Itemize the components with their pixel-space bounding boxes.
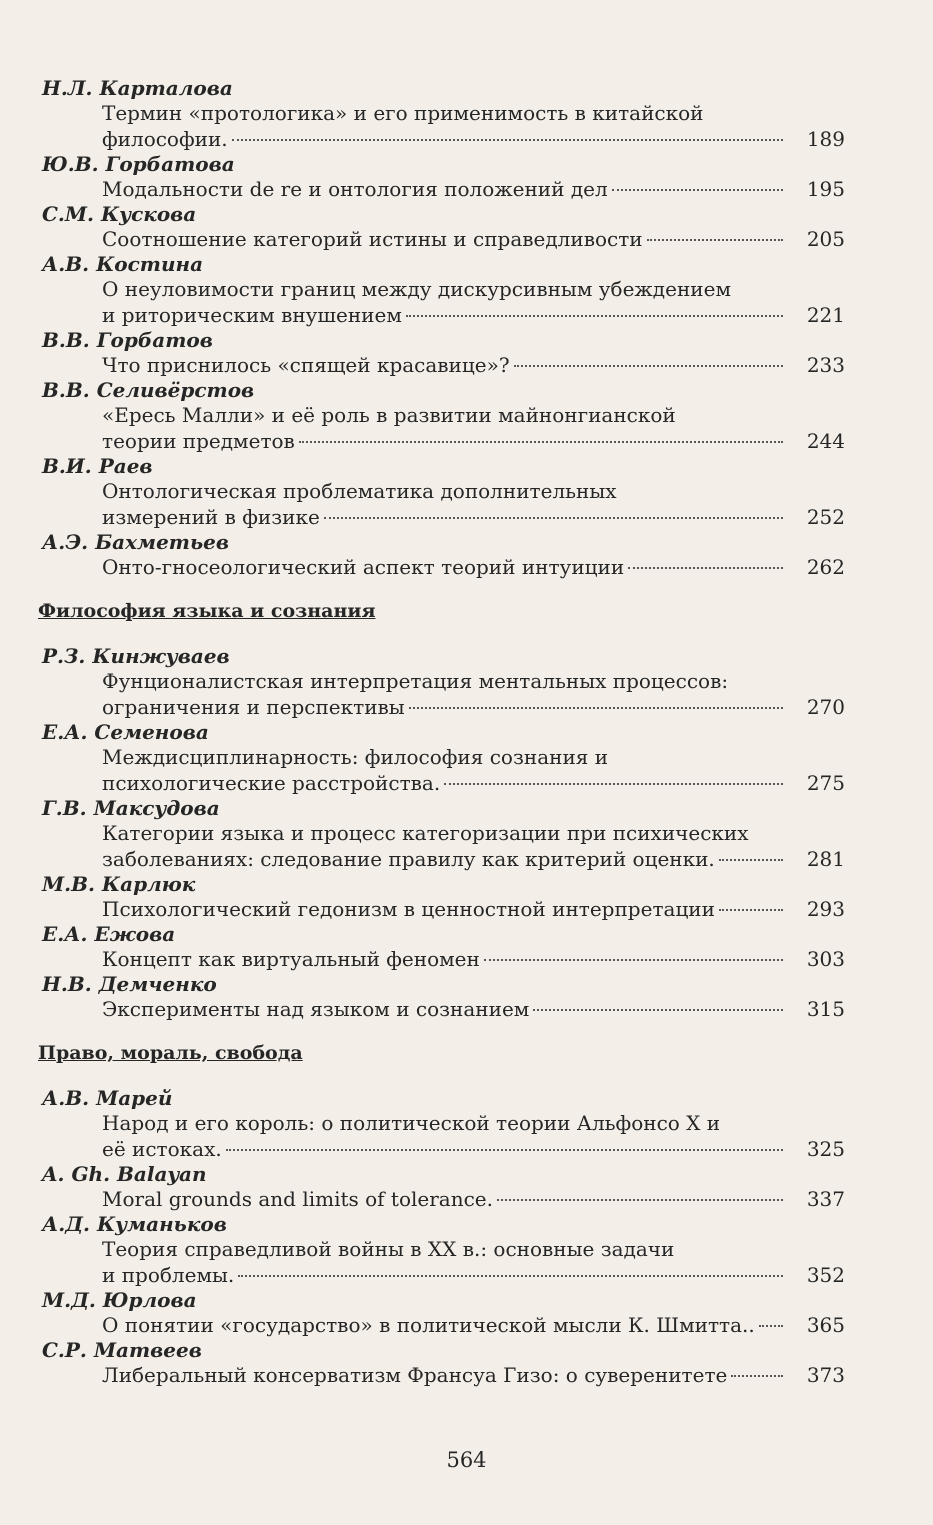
entry-page-number: 252 — [806, 505, 845, 529]
dot-leader — [232, 139, 783, 141]
entry-author: Н.Л. Карталова — [42, 76, 233, 100]
entry-title — [42, 478, 845, 530]
entry-author: А.Д. Куманьков — [42, 1212, 227, 1236]
toc-section — [38, 1040, 845, 1388]
entry-page-number: 315 — [806, 997, 845, 1021]
entry-leader-line — [102, 1136, 845, 1162]
entry-title-last-line: Что приснилось «спящей красавице»? — [102, 353, 510, 377]
entry-title — [42, 896, 845, 922]
entry-title-last-line: и риторическим внушением — [102, 303, 402, 327]
entry-title-line: Категории языка и процесс категоризации при психических — [102, 821, 749, 845]
entry-leader-line — [102, 946, 845, 972]
entry-author: А.В. Марей — [42, 1086, 173, 1110]
entry-title-last-line: Онто-гносеологический аспект теорий интуиции — [102, 555, 625, 579]
entry-page-number: 293 — [806, 897, 845, 921]
entry-title-last-line: Либеральный консерватизм Франсуа Гизо: о суверенитете — [102, 1363, 728, 1387]
dot-leader — [719, 859, 783, 861]
entry-author: Н.В. Демченко — [42, 972, 217, 996]
entry-title — [42, 276, 845, 328]
entry-author: В.И. Раев — [42, 454, 153, 478]
dot-leader — [409, 707, 783, 709]
entry-page-number: 205 — [806, 227, 845, 251]
entry-title-line: О неуловимости границ между дискурсивным убеждением — [102, 277, 732, 301]
entry-page-number: 195 — [806, 177, 845, 201]
entry-author: Р.З. Кинжуваев — [42, 644, 230, 668]
entry-title-last-line: психологические расстройства. — [102, 771, 441, 795]
dot-leader — [647, 239, 783, 241]
toc-sections — [38, 76, 845, 1388]
entry-title-last-line: Психологический гедонизм в ценностной интерпретации — [102, 897, 715, 921]
entry-author: A. Gh. Balayan — [42, 1162, 207, 1186]
entry-leader-line — [102, 554, 845, 580]
toc-section — [42, 76, 845, 580]
entry-author: Ю.В. Горбатова — [42, 152, 235, 176]
entry-title — [42, 820, 845, 872]
entry-leader-line — [102, 846, 845, 872]
entry-leader-line — [102, 428, 845, 454]
section-heading: Право, мораль, свобода — [38, 1042, 303, 1064]
entry-title — [42, 100, 845, 152]
entry-leader-line — [102, 126, 845, 152]
entry-leader-line — [102, 1362, 845, 1388]
entry-page-number: 275 — [806, 771, 845, 795]
dot-leader — [299, 441, 783, 443]
entry-author: В.В. Селивёрстов — [42, 378, 255, 402]
section-heading: Философия языка и сознания — [38, 600, 376, 622]
dot-leader — [497, 1199, 783, 1201]
entry-leader-line — [102, 896, 845, 922]
dot-leader — [238, 1275, 783, 1277]
entry-leader-line — [102, 770, 845, 796]
page-number: 564 — [446, 1448, 487, 1472]
entry-page-number: 373 — [806, 1363, 845, 1387]
entry-author: В.В. Горбатов — [42, 328, 213, 352]
entry-title-last-line: Moral grounds and limits of tolerance. — [102, 1187, 493, 1211]
entry-page-number: 262 — [806, 555, 845, 579]
toc-entry[interactable] — [42, 972, 845, 1022]
entry-author: А.Э. Бахметьев — [42, 530, 230, 554]
entry-leader-line — [102, 226, 845, 252]
entry-leader-line — [102, 504, 845, 530]
dot-leader — [514, 365, 783, 367]
entry-leader-line — [102, 1312, 845, 1338]
toc-entry[interactable] — [42, 1338, 845, 1388]
entry-title-line: Онтологическая проблематика дополнительных — [102, 479, 617, 503]
entry-leader-line — [102, 996, 845, 1022]
dot-leader — [612, 189, 783, 191]
entry-page-number: 281 — [806, 847, 845, 871]
entry-title-line: «Ересь Малли» и её роль в развитии майнонгианской — [102, 403, 676, 427]
entry-page-number: 244 — [806, 429, 845, 453]
entry-author: С.Р. Матвеев — [42, 1338, 202, 1362]
entry-title-last-line: Соотношение категорий истины и справедливости — [102, 227, 643, 251]
entry-page-number: 270 — [806, 695, 845, 719]
entry-author: Г.В. Максудова — [42, 796, 220, 820]
entry-page-number: 303 — [806, 947, 845, 971]
entry-title-last-line: теории предметов — [102, 429, 295, 453]
entry-title-last-line: ограничения и перспективы — [102, 695, 405, 719]
dot-leader — [759, 1325, 783, 1327]
dot-leader — [324, 517, 783, 519]
toc-entry[interactable] — [42, 378, 845, 454]
toc-entry[interactable] — [42, 328, 845, 378]
entry-page-number: 233 — [806, 353, 845, 377]
entry-leader-line — [102, 1262, 845, 1288]
entry-leader-line — [102, 1186, 845, 1212]
entry-title-last-line: и проблемы. — [102, 1263, 235, 1287]
entry-title — [42, 1110, 845, 1162]
entry-author: А.В. Костина — [42, 252, 204, 276]
dot-leader — [533, 1009, 783, 1011]
entry-title-line: Народ и его король: о политической теории Альфонсо X и — [102, 1111, 721, 1135]
dot-leader — [719, 909, 783, 911]
entry-title-last-line: Концепт как виртуальный феномен — [102, 947, 480, 971]
entry-page-number: 337 — [806, 1187, 845, 1211]
entry-author: Е.А. Семенова — [42, 720, 209, 744]
entry-page-number: 189 — [806, 127, 845, 151]
toc-entry[interactable] — [42, 152, 845, 202]
entry-page-number: 221 — [806, 303, 845, 327]
entry-title — [42, 554, 845, 580]
entry-leader-line — [102, 176, 845, 202]
entry-title-last-line: Модальности de re и онтология положений дел — [102, 177, 608, 201]
toc-entry[interactable] — [42, 1086, 845, 1162]
entry-title — [42, 1362, 845, 1388]
dot-leader — [406, 315, 783, 317]
entry-author: М.В. Карлюк — [42, 872, 196, 896]
entry-title-last-line: её истоках. — [102, 1137, 222, 1161]
dot-leader — [444, 783, 783, 785]
entry-leader-line — [102, 352, 845, 378]
entry-page-number: 352 — [806, 1263, 845, 1287]
entry-title — [42, 744, 845, 796]
entry-page-number: 325 — [806, 1137, 845, 1161]
toc-entry[interactable] — [42, 1288, 845, 1338]
entry-title — [42, 1186, 845, 1212]
dot-leader — [731, 1375, 783, 1377]
entry-title-line: Фунционалистская интерпретация ментальных процессов: — [102, 669, 729, 693]
dot-leader — [226, 1149, 783, 1151]
entry-title-last-line: измерений в физике — [102, 505, 320, 529]
entry-title-last-line: философии. — [102, 127, 228, 151]
toc-entry[interactable] — [42, 922, 845, 972]
toc-entry[interactable] — [42, 454, 845, 530]
entry-author: Е.А. Ежова — [42, 922, 176, 946]
entry-title-last-line: Эксперименты над языком и сознанием — [102, 997, 530, 1021]
entry-title — [42, 352, 845, 378]
entry-title — [42, 668, 845, 720]
toc-entry[interactable] — [42, 720, 845, 796]
dot-leader — [484, 959, 783, 961]
toc-entry[interactable] — [42, 202, 845, 252]
entry-title — [42, 226, 845, 252]
entry-title — [42, 402, 845, 454]
toc-entry[interactable] — [42, 1162, 845, 1212]
entry-author: М.Д. Юрлова — [42, 1288, 197, 1312]
entry-leader-line — [102, 694, 845, 720]
toc-entry[interactable] — [42, 530, 845, 580]
entry-title — [42, 176, 845, 202]
toc-entry[interactable] — [42, 644, 845, 720]
entry-title — [42, 1236, 845, 1288]
dot-leader — [628, 567, 783, 569]
entry-title-line: Термин «протологика» и его применимость в китайской — [102, 101, 704, 125]
toc-entry[interactable] — [42, 1212, 845, 1288]
entry-title-last-line: О понятии «государство» в политической мысли К. Шмитта.. — [102, 1313, 755, 1337]
toc-entry[interactable] — [42, 252, 845, 328]
entry-title-line: Теория справедливой войны в XX в.: основные задачи — [102, 1237, 675, 1261]
entry-author: С.М. Кускова — [42, 202, 197, 226]
entry-title — [42, 1312, 845, 1338]
entry-title-last-line: заболеваниях: следование правилу как критерий оценки. — [102, 847, 715, 871]
entry-title — [42, 946, 845, 972]
toc-entry[interactable] — [42, 796, 845, 872]
entry-page-number: 365 — [806, 1313, 845, 1337]
entry-title-line: Междисциплинарность: философия сознания и — [102, 745, 609, 769]
entry-leader-line — [102, 302, 845, 328]
entry-title — [42, 996, 845, 1022]
toc-entry[interactable] — [42, 872, 845, 922]
toc-entry[interactable] — [42, 76, 845, 152]
toc-section — [38, 598, 845, 1022]
